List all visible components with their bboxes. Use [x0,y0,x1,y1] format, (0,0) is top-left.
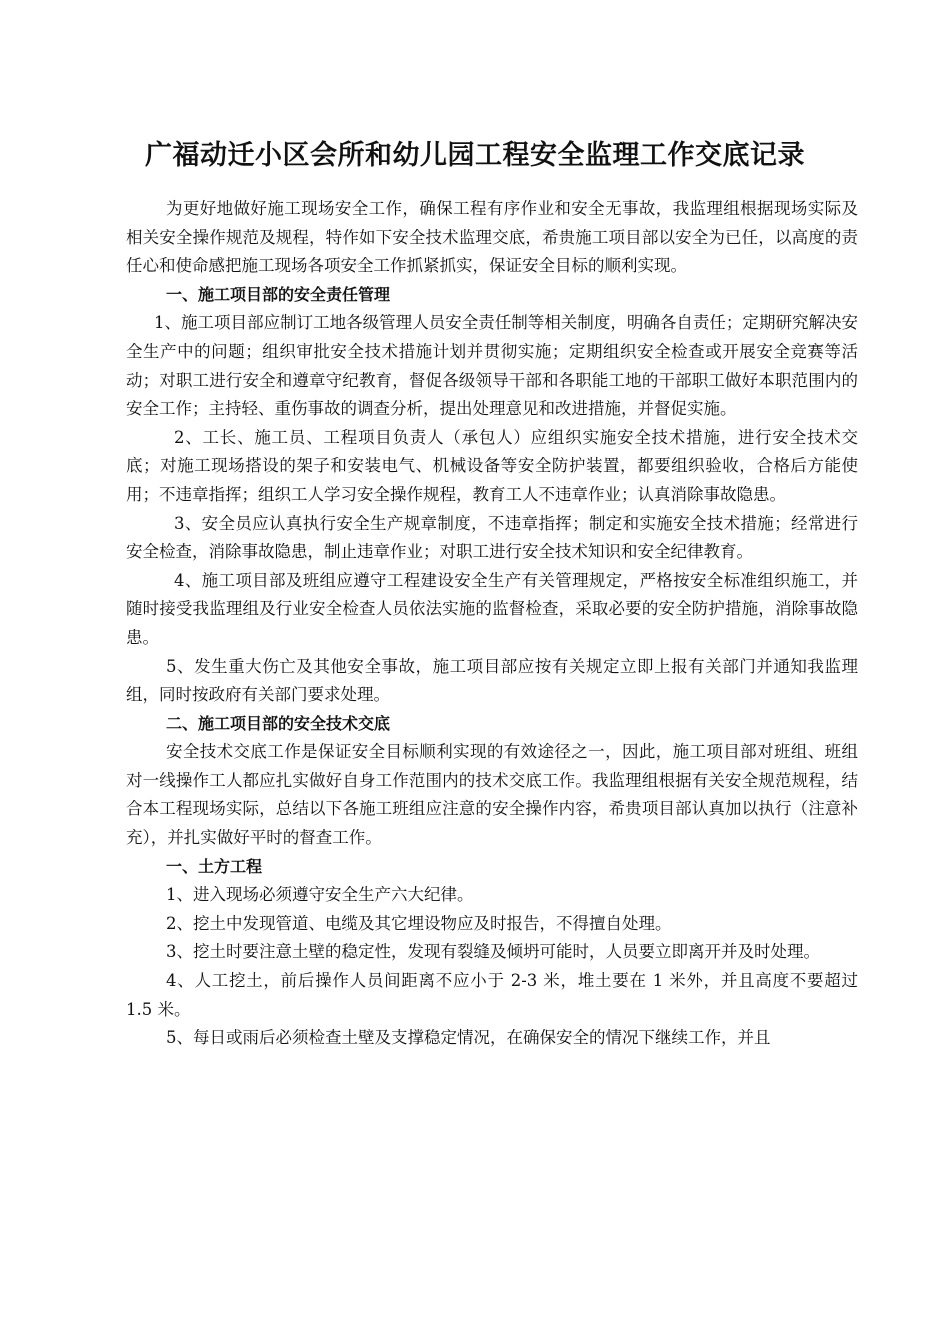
earthwork-item-1: 1、进入现场必须遵守安全生产六大纪律。 [166,885,474,905]
document-body [126,195,858,1053]
earthwork-item-2: 2、挖土中发现管道、电缆及其它埋设物应及时报告，不得擅自处理。 [166,913,672,933]
page-title: 广福动迁小区会所和幼儿园工程安全监理工作交底记录 [145,140,805,171]
earthwork-item-3: 3、挖土时要注意土壁的稳定性，发现有裂缝及倾坍可能时，人员要立即离开并及时处理。 [166,942,820,962]
responsibility-item-4: 4、施工项目部及班组应遵守工程建设安全生产有关管理规定，严格按安全标准组织施工，并随时接受我监理组及行业安全检查人员依法实施的监督检查，采取必要的安全防护措施，消除事故隐患。 [126,570,858,647]
section-heading-responsibility: 一、施工项目部的安全责任管理 [166,284,391,304]
technical-intro-paragraph: 安全技术交底工作是保证安全目标顺利实现的有效途径之一，因此，施工项目部对班组、班组对一线操作工人都应扎实做好自身工作范围内的技术交底工作。我监理组根据有关安全规范规程，结合本工程现场实际，总结以下各施工班组应注意的安全操作内容，希贵项目部认真加以执行（注意补充），并扎实做好平时的督查工作。 [126,742,858,848]
responsibility-item-2: 2、工长、施工员、工程项目负责人（承包人）应组织实施安全技术措施，进行安全技术交底；对施工现场搭设的架子和安装电气、机械设备等安全防护装置，都要组织验收，合格后方能使用；不违章指挥；组织工人学习安全操作规程，教育工人不违章作业；认真消除事故隐患。 [126,427,858,504]
responsibility-item-1: 1、施工项目部应制订工地各级管理人员安全责任制等相关制度，明确各自责任；定期研究解决安全生产中的问题；组织审批安全技术措施计划并贯彻实施；定期组织安全检查或开展安全竞赛等活动；对职工进行安全和遵章守纪教育，督促各级领导干部和各职能工地的干部职工做好本职范围内的安全工作；主持轻、重伤事故的调查分析，提出处理意见和改进措施，并督促实施。 [126,313,858,419]
subsection-heading-earthwork: 一、土方工程 [166,856,263,876]
intro-paragraph: 为更好地做好施工现场安全工作，确保工程有序作业和安全无事故，我监理组根据现场实际及相关安全操作规范及规程，特作如下安全技术监理交底，希贵施工项目部以安全为已任，以高度的责任心和使命感把施工现场各项安全工作抓紧抓实，保证安全目标的顺利实现。 [126,199,858,276]
responsibility-item-5: 5、发生重大伤亡及其他安全事故，施工项目部应按有关规定立即上报有关部门并通知我监理组，同时按政府有关部门要求处理。 [126,656,858,705]
section-heading-technical: 二、施工项目部的安全技术交底 [166,713,391,733]
responsibility-item-3: 3、安全员应认真执行安全生产规章制度，不违章指挥；制定和实施安全技术措施；经常进行安全检查，消除事故隐患，制止违章作业；对职工进行安全技术知识和安全纪律教育。 [126,513,858,562]
earthwork-item-5: 5、每日或雨后必须检查土壁及支撑稳定情况，在确保安全的情况下继续工作，并且 [166,1028,771,1048]
earthwork-item-4: 4、人工挖土，前后操作人员间距离不应小于 2-3 米，堆土要在 1 米外，并且高度不要超过 1.5 米。 [126,971,858,1019]
